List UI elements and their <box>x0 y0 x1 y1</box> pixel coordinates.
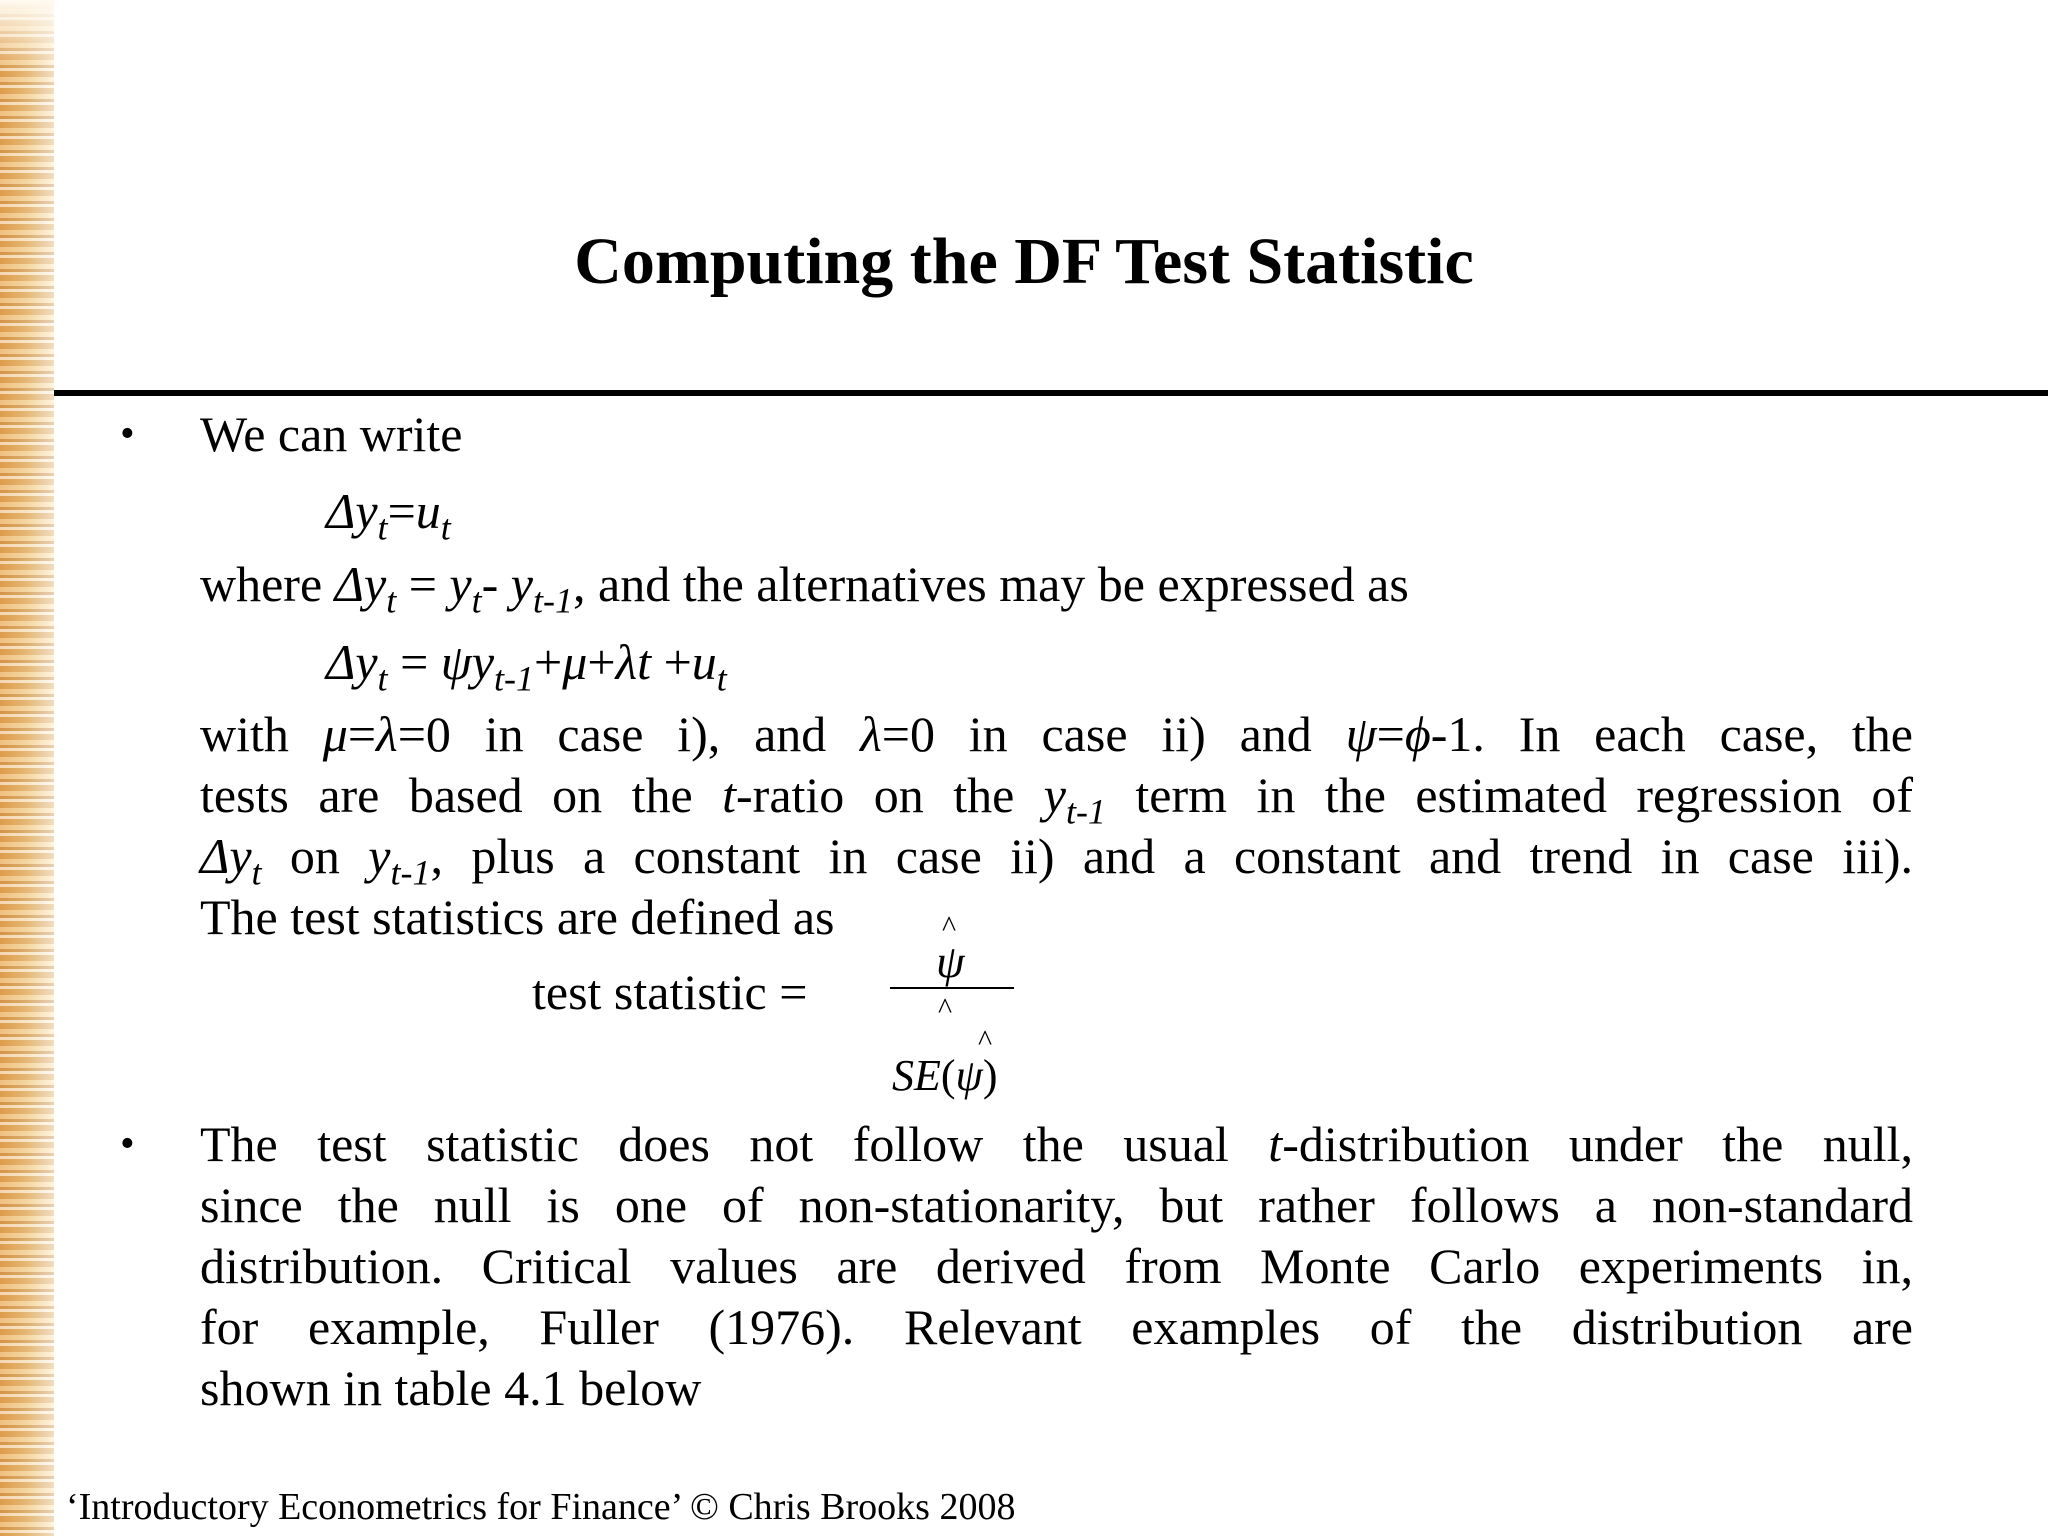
paragraph-line-2: tests are based on the t-ratio on the $y_{t-1}$ term in the estimated regression of <box>200 767 1913 832</box>
fraction-hat: ^ <box>938 992 953 1025</box>
numerator-hat: ^ <box>942 910 957 943</box>
denominator-hat: ^ <box>978 1024 993 1057</box>
where-clause: where $\Delta y_t = y_t-$ $y_{t-1}$, and the alternatives may be expressed as <box>200 556 1409 621</box>
decorative-stripe-fade <box>0 0 54 70</box>
title-divider <box>54 390 2048 396</box>
equation-random-walk: $\Delta y_t=u_t$ <box>326 483 451 548</box>
bullet-marker-1: • <box>120 411 135 457</box>
slide-title: Computing the DF Test Statistic <box>574 225 1474 298</box>
bullet-2-line-2: since the null is one of non-stationarity, but rather follows a non-standard <box>200 1177 1913 1233</box>
bullet-2-line-4: for example, Fuller (1976). Relevant examples of the distribution are <box>200 1299 1913 1355</box>
decorative-side-stripe <box>0 0 54 1536</box>
formula-denominator: SE(ψ) <box>892 1051 998 1100</box>
fraction-bar <box>890 987 1014 989</box>
slide-footer: ‘Introductory Econometrics for Finance’ © Chris Brooks 2008 <box>66 1486 1016 1528</box>
formula-numerator: ψ <box>936 936 965 987</box>
bullet-marker-2: • <box>120 1121 135 1167</box>
bullet-2-line-1: The test statistic does not follow the usual t-distribution under the null, <box>200 1116 1913 1172</box>
bullet-1-intro: We can write <box>200 406 463 462</box>
paragraph-line-4: The test statistics are defined as <box>200 889 835 945</box>
equation-alternatives: $\Delta y_t = \psi y_{t-1}+\mu+\lambda t +u_t$ <box>326 634 727 699</box>
paragraph-line-3: $\Delta y_t$ on $y_{t-1}$, plus a constant in case ii) and a constant and trend in case iii). <box>200 828 1914 893</box>
bullet-2-line-3: distribution. Critical values are derived from Monte Carlo experiments in, <box>200 1238 1913 1294</box>
bullet-2-line-5: shown in table 4.1 below <box>200 1360 702 1416</box>
paragraph-line-1: with μ=λ=0 in case i), and λ=0 in case ii) and ψ=ϕ-1. In each case, the <box>200 706 1913 762</box>
formula-label: test statistic = <box>532 964 808 1020</box>
